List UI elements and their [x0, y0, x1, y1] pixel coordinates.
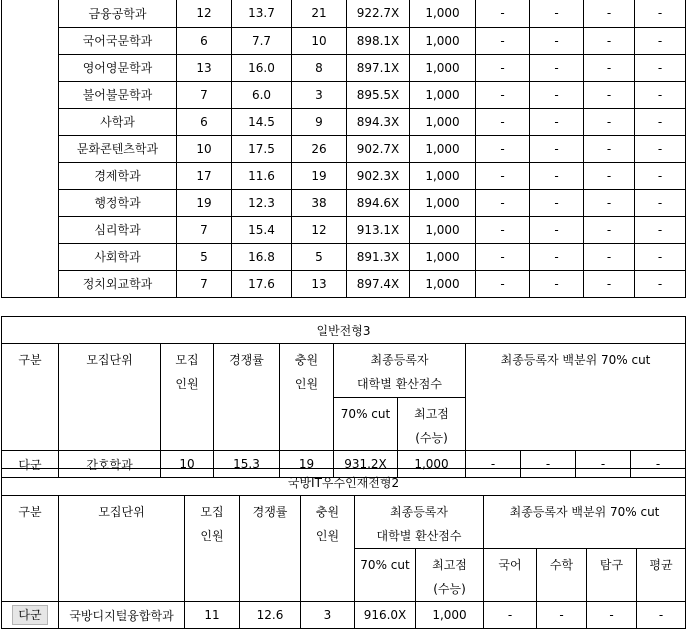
extra-cell: 12 [292, 216, 347, 243]
ratio-cell: 17.6 [232, 270, 292, 297]
dept-cell: 영어영문학과 [59, 54, 177, 81]
ratio-cell: 16.8 [232, 243, 292, 270]
header-max-line2: (수능) [415, 431, 448, 445]
header-final-score [355, 496, 484, 549]
ratio-cell: 12.3 [232, 189, 292, 216]
header-cut70: 70% cut [334, 398, 398, 451]
extra-cell: 10 [292, 27, 347, 54]
math-cell: - [530, 189, 584, 216]
math-cell: - [537, 602, 587, 629]
inq-cell: - [584, 162, 635, 189]
header-max-line1: 최고점 [432, 558, 467, 572]
max-cell: 1,000 [410, 135, 476, 162]
avg-cell: - [635, 27, 686, 54]
cut70-cell: 897.1X [347, 54, 410, 81]
header-extra-line2: 인원 [294, 377, 319, 391]
recruit-cell: 17 [177, 162, 232, 189]
ratio-cell: 11.6 [232, 162, 292, 189]
inq-cell: - [584, 270, 635, 297]
max-cell: 1,000 [410, 27, 476, 54]
recruit-cell: 12 [177, 0, 232, 27]
dept-cell: 심리학과 [59, 216, 177, 243]
extra-cell: 38 [292, 189, 347, 216]
avg-cell: - [635, 0, 686, 27]
header-final-line1: 최종등록자 [390, 505, 448, 519]
header-unit: 모집단위 [59, 344, 161, 451]
avg-cell: - [635, 54, 686, 81]
inq-cell: - [584, 216, 635, 243]
inq-cell: - [584, 243, 635, 270]
defense-it-admission-2-table [1, 468, 686, 629]
header-extra-line2: 인원 [315, 529, 340, 543]
avg-cell: - [635, 270, 686, 297]
math-cell: - [530, 0, 584, 27]
header-inq: 탐구 [587, 549, 637, 602]
avg-cell: - [635, 162, 686, 189]
table-row [2, 243, 686, 270]
math-cell: - [530, 135, 584, 162]
dept-cell: 행정학과 [59, 189, 177, 216]
avg-cell: - [637, 602, 686, 629]
header-final-line2: 대학별 환산점수 [376, 529, 462, 543]
recruit-cell: 7 [177, 216, 232, 243]
kor-cell: - [476, 270, 530, 297]
dept-cell: 금융공학과 [59, 0, 177, 27]
math-cell: - [530, 27, 584, 54]
header-extra-line1: 충원 [294, 353, 319, 367]
max-cell: 1,000 [410, 270, 476, 297]
dept-cell: 경제학과 [59, 162, 177, 189]
cut70-cell: 913.1X [347, 216, 410, 243]
extra-cell: 3 [292, 81, 347, 108]
avg-cell: - [631, 451, 686, 478]
cut70-cell: 891.3X [347, 243, 410, 270]
math-cell: - [530, 108, 584, 135]
extra-cell: 21 [292, 0, 347, 27]
kor-cell: - [476, 54, 530, 81]
cut70-cell: 902.7X [347, 135, 410, 162]
math-cell: - [521, 451, 576, 478]
table-row [2, 602, 686, 629]
avg-cell: - [635, 189, 686, 216]
table-row [2, 135, 686, 162]
header-cut70: 70% cut [355, 549, 416, 602]
cut70-cell: 931.2X [334, 451, 398, 478]
kor-cell: - [476, 108, 530, 135]
header-percentile: 최종등록자 백분위 70% cut [484, 496, 686, 549]
inq-cell: - [584, 189, 635, 216]
category-cell: 다군 [2, 451, 59, 478]
table-row [2, 54, 686, 81]
max-cell: 1,000 [410, 162, 476, 189]
max-cell: 1,000 [410, 54, 476, 81]
category-cell[interactable] [2, 602, 59, 629]
max-cell: 1,000 [410, 216, 476, 243]
inq-cell: - [584, 108, 635, 135]
header-recruit-line1: 모집 [175, 353, 199, 367]
table-row [2, 27, 686, 54]
ratio-cell: 6.0 [232, 81, 292, 108]
top-table-body [2, 0, 686, 297]
dept-cell: 국방디지털융합학과 [59, 602, 185, 629]
recruit-cell: 6 [177, 27, 232, 54]
kor-cell: - [476, 81, 530, 108]
recruit-cell: 10 [177, 135, 232, 162]
ratio-cell: 16.0 [232, 54, 292, 81]
cut70-cell: 894.6X [347, 189, 410, 216]
extra-cell: 3 [301, 602, 355, 629]
header-recruit [185, 496, 240, 602]
recruit-cell: 13 [177, 54, 232, 81]
header-final-score [334, 344, 466, 398]
header-recruit-line2: 인원 [200, 529, 224, 543]
math-cell: - [530, 81, 584, 108]
cut70-cell: 894.3X [347, 108, 410, 135]
header-max [398, 398, 466, 451]
section-title: 국방IT우수인재전형2 [2, 469, 686, 496]
extra-cell: 19 [292, 162, 347, 189]
cut70-cell: 902.3X [347, 162, 410, 189]
cut70-cell: 916.0X [355, 602, 416, 629]
math-cell: - [530, 54, 584, 81]
header-extra-line1: 충원 [315, 505, 340, 519]
math-cell: - [530, 216, 584, 243]
kor-cell: - [476, 162, 530, 189]
extra-cell: 9 [292, 108, 347, 135]
inq-cell: - [584, 0, 635, 27]
table-row [2, 162, 686, 189]
recruit-cell: 7 [177, 270, 232, 297]
header-max [416, 549, 484, 602]
header-max-line2: (수능) [433, 582, 466, 596]
top-admission-table [1, 0, 686, 298]
header-kor: 국어 [484, 549, 537, 602]
dept-cell: 문화콘텐츠학과 [59, 135, 177, 162]
header-unit: 모집단위 [59, 496, 185, 602]
math-cell: - [530, 162, 584, 189]
recruit-cell: 11 [185, 602, 240, 629]
kor-cell: - [476, 243, 530, 270]
recruit-cell: 10 [161, 451, 214, 478]
header-category: 구분 [2, 344, 59, 451]
dept-cell: 사학과 [59, 108, 177, 135]
max-cell: 1,000 [410, 108, 476, 135]
max-cell: 1,000 [398, 451, 466, 478]
avg-cell: - [635, 243, 686, 270]
max-cell: 1,000 [410, 189, 476, 216]
dept-cell: 간호학과 [59, 451, 161, 478]
ratio-cell: 17.5 [232, 135, 292, 162]
header-category: 구분 [2, 496, 59, 602]
math-cell: - [530, 243, 584, 270]
inq-cell: - [584, 54, 635, 81]
selected-category-cell[interactable]: 다군 [12, 605, 47, 625]
header-recruit-line1: 모집 [200, 505, 224, 519]
avg-cell: - [635, 216, 686, 243]
table-row [2, 108, 686, 135]
header-math: 수학 [537, 549, 587, 602]
recruit-cell: 5 [177, 243, 232, 270]
cut70-cell: 898.1X [347, 27, 410, 54]
ratio-cell: 14.5 [232, 108, 292, 135]
math-cell: - [530, 270, 584, 297]
inq-cell: - [587, 602, 637, 629]
dept-cell: 불어불문학과 [59, 81, 177, 108]
kor-cell: - [476, 216, 530, 243]
header-extra [301, 496, 355, 602]
table-row [2, 216, 686, 243]
extra-cell: 19 [280, 451, 334, 478]
table-row [2, 81, 686, 108]
header-final-line1: 최종등록자 [370, 353, 429, 367]
cut70-cell: 895.5X [347, 81, 410, 108]
kor-cell: - [484, 602, 537, 629]
header-percentile: 최종등록자 백분위 70% cut [466, 344, 686, 451]
kor-cell: - [466, 451, 521, 478]
extra-cell: 26 [292, 135, 347, 162]
extra-cell: 5 [292, 243, 347, 270]
table-row [2, 189, 686, 216]
ratio-cell: 15.4 [232, 216, 292, 243]
dept-cell: 정치외교학과 [59, 270, 177, 297]
inq-cell: - [584, 81, 635, 108]
recruit-cell: 6 [177, 108, 232, 135]
section-title: 일반전형3 [2, 317, 686, 344]
header-final-line2: 대학별 환산점수 [357, 377, 442, 391]
dept-cell: 사회학과 [59, 243, 177, 270]
category-cell [2, 0, 59, 297]
ratio-cell: 13.7 [232, 0, 292, 27]
dept-cell: 국어국문학과 [59, 27, 177, 54]
kor-cell: - [476, 0, 530, 27]
ratio-cell: 15.3 [214, 451, 280, 478]
inq-cell: - [584, 27, 635, 54]
general-admission-3-table [1, 316, 686, 478]
max-cell: 1,000 [410, 243, 476, 270]
avg-cell: - [635, 81, 686, 108]
recruit-cell: 19 [177, 189, 232, 216]
max-cell: 1,000 [410, 0, 476, 27]
header-ratio: 경쟁률 [240, 496, 301, 602]
cut70-cell: 922.7X [347, 0, 410, 27]
extra-cell: 13 [292, 270, 347, 297]
table-row [2, 270, 686, 297]
max-cell: 1,000 [416, 602, 484, 629]
max-cell: 1,000 [410, 81, 476, 108]
extra-cell: 8 [292, 54, 347, 81]
avg-cell: - [635, 108, 686, 135]
kor-cell: - [476, 135, 530, 162]
header-avg: 평균 [637, 549, 686, 602]
header-ratio: 경쟁률 [214, 344, 280, 451]
inq-cell: - [584, 135, 635, 162]
kor-cell: - [476, 27, 530, 54]
header-extra [280, 344, 334, 451]
inq-cell: - [576, 451, 631, 478]
header-recruit [161, 344, 214, 451]
kor-cell: - [476, 189, 530, 216]
cut70-cell: 897.4X [347, 270, 410, 297]
table-row [2, 0, 686, 27]
header-recruit-line2: 인원 [175, 377, 199, 391]
ratio-cell: 7.7 [232, 27, 292, 54]
avg-cell: - [635, 135, 686, 162]
header-max-line1: 최고점 [414, 407, 449, 421]
ratio-cell: 12.6 [240, 602, 301, 629]
recruit-cell: 7 [177, 81, 232, 108]
